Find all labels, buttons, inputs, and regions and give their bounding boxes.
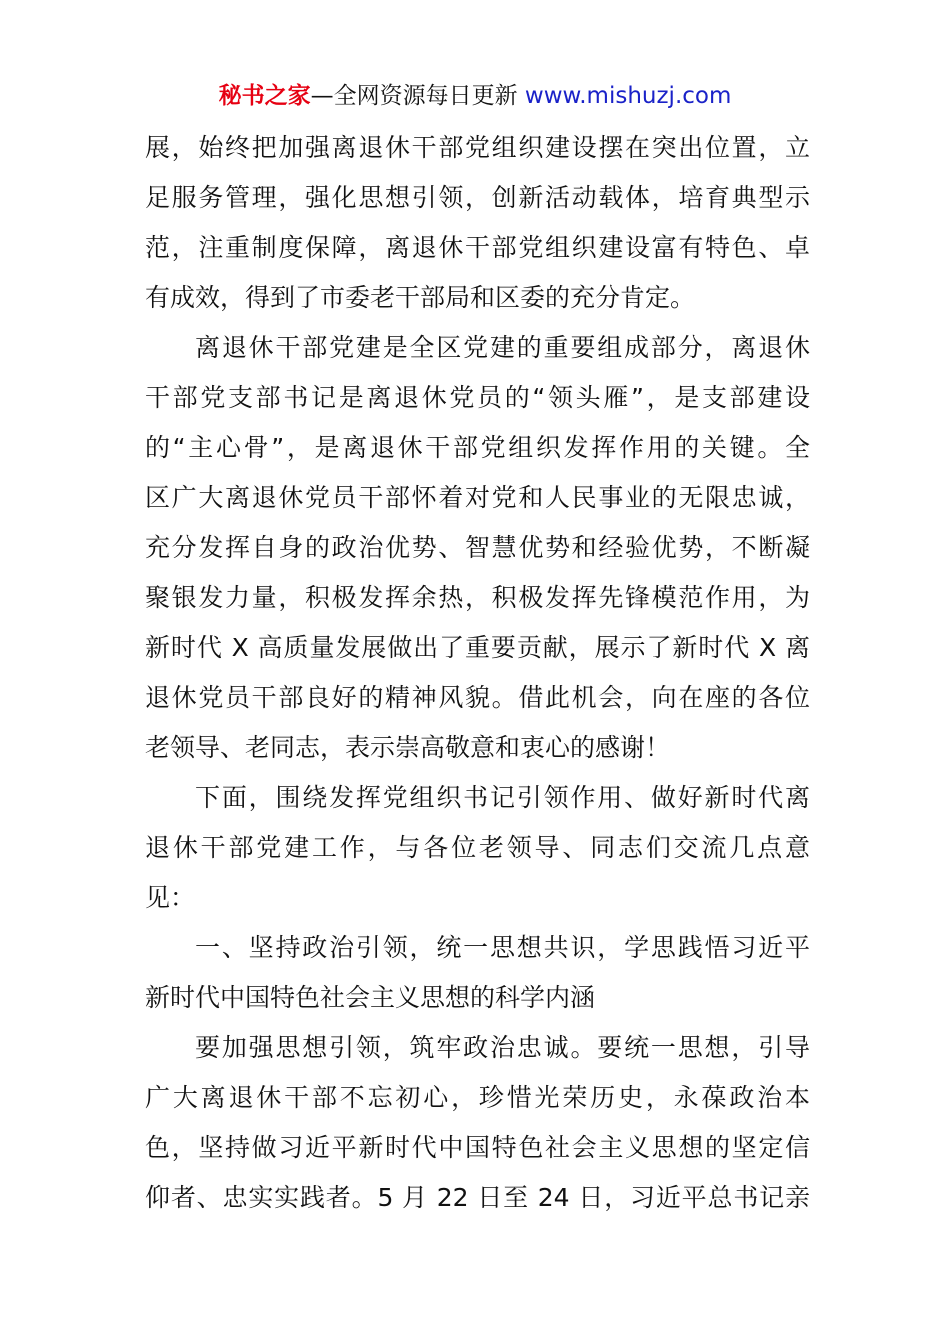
text-line: 色，坚持做习近平新时代中国特色社会主义思想的坚定信 bbox=[145, 1133, 810, 1162]
text-line: 仰者、忠实实践者。5 月 22 日至 24 日，习近平总书记亲 bbox=[145, 1183, 810, 1212]
text-line: 区广大离退休党员干部怀着对党和人民事业的无限忠诚， bbox=[145, 483, 810, 512]
text-line: 展，始终把加强离退休干部党组织建设摆在突出位置，立 bbox=[145, 133, 810, 162]
text-line: 广大离退休干部不忘初心，珍惜光荣历史，永葆政治本 bbox=[145, 1083, 810, 1112]
text-line: 充分发挥自身的政治优势、智慧优势和经验优势，不断凝 bbox=[145, 533, 810, 562]
text-line: 新时代中国特色社会主义思想的科学内涵 bbox=[145, 983, 596, 1012]
text-line: 一、坚持政治引领，统一思想共识，学思践悟习近平 bbox=[195, 933, 810, 962]
text-line: 聚银发力量，积极发挥余热，积极发挥先锋模范作用，为 bbox=[145, 583, 810, 612]
text-line: 新时代 X 高质量发展做出了重要贡献，展示了新时代 X 离 bbox=[145, 633, 810, 662]
text-line: 范，注重制度保障，离退休干部党组织建设富有特色、卓 bbox=[145, 233, 810, 262]
document-body bbox=[145, 123, 810, 1223]
text-line: 下面，围绕发挥党组织书记引领作用、做好新时代离 bbox=[195, 783, 810, 812]
site-url-link[interactable]: www.mishuzj.com bbox=[524, 83, 732, 109]
text-line: 有成效，得到了市委老干部局和区委的充分肯定。 bbox=[145, 283, 696, 312]
header-tagline: —全网资源每日更新 bbox=[310, 83, 518, 109]
brand-name: 秘书之家 bbox=[218, 83, 311, 109]
site-header bbox=[0, 80, 950, 112]
text-line: 退休干部党建工作，与各位老领导、同志们交流几点意 bbox=[145, 833, 810, 862]
text-line: 要加强思想引领，筑牢政治忠诚。要统一思想，引导 bbox=[195, 1033, 810, 1062]
text-line: 足服务管理，强化思想引领，创新活动载体，培育典型示 bbox=[145, 183, 810, 212]
text-line: 的“主心骨”，是离退休干部党组织发挥作用的关键。全 bbox=[145, 433, 810, 462]
text-line: 老领导、老同志，表示崇高敬意和衷心的感谢！ bbox=[145, 733, 671, 762]
text-line: 干部党支部书记是离退休党员的“领头雁”，是支部建设 bbox=[145, 383, 810, 412]
text-line: 退休党员干部良好的精神风貌。借此机会，向在座的各位 bbox=[145, 683, 810, 712]
text-line: 离退休干部党建是全区党建的重要组成部分，离退休 bbox=[195, 333, 810, 362]
text-line: 见： bbox=[145, 883, 196, 912]
